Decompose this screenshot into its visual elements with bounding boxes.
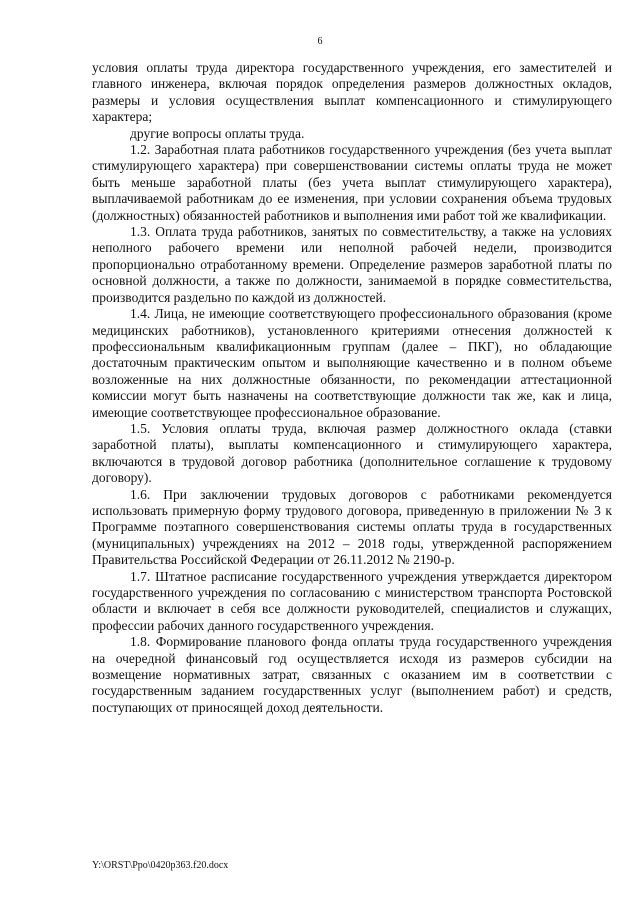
paragraph-other-pay-questions: другие вопросы оплаты труда.	[130, 125, 305, 141]
footer-file-path: Y:\ORST\Ppo\0420p363.f20.docx	[92, 860, 229, 871]
page-number: 6	[317, 36, 323, 47]
paragraph-1-5: 1.5. Условия оплаты труда, включая размер должностного оклада (ставки заработной платы), выплаты компенсационного и стимулирующего характера, включаются в трудовой договор работника (дополнительное соглашение к трудовому договору).	[92, 420, 612, 486]
document-body	[92, 60, 612, 716]
paragraph-1-8: 1.8. Формирование планового фонда оплаты труда государственного учреждения на очередной финансовый год осуществляется исходя из размеров субсидии на возмещение нормативных затрат, связанных с оказанием им в соответствии с государственным заданием государственных услуг (выполнением работ) и средств, поступающих от приносящей доход деятельности.	[92, 634, 612, 715]
paragraph-1-7: 1.7. Штатное расписание государственного учреждения утверждается директором государственного учреждения по согласованию с министерством транспорта Ростовской области и включает в себя все должности руководителей, специалистов и служащих, профессии рабочих данного государственного учреждения.	[92, 568, 612, 633]
paragraph-1-4: 1.4. Лица, не имеющие соответствующего профессионального образования (кроме медицинских работников), установленного критериями отнесения должностей к профессиональным квалификационным группам (далее – ПКГ), но обладающие достаточным практическим опытом и выполняющие качественно и в полном объеме возложенные на них должностные обязанности, по рекомендации аттестационной комиссии могут быть назначены на соответствующие должности так же, как и лица, имеющие соответствующее профессиональное образование.	[92, 306, 612, 420]
paragraph-directors-pay-conditions: условия оплаты труда директора государственного учреждения, его заместителей и главного инженера, включая порядок определения размеров должностных окладов, размеры и условия осуществления выплат компенсационного и стимулирующего характера;	[92, 60, 612, 125]
paragraph-1-6: 1.6. При заключении трудовых договоров с работниками рекомендуется использовать примерную форму трудового договора, приведенную в приложении № 3 к Программе поэтапного совершенствования системы оплаты труда в государственных (муниципальных) учреждениях на 2012 – 2018 годы, утвержденной распоряжением Правительства Российской Федерации от 26.11.2012 № 2190-р.	[92, 486, 612, 568]
paragraph-1-2: 1.2. Заработная плата работников государственного учреждения (без учета выплат стимулирующего характера) при совершенствовании системы оплаты труда не может быть меньше заработной платы (без учета выплат стимулирующего характера), выплачиваемой работникам до ее изменения, при условии сохранения объема трудовых (должностных) обязанностей работников и выполнения ими работ той же квалификации.	[92, 142, 612, 223]
paragraph-1-3: 1.3. Оплата труда работников, занятых по совместительству, а также на условиях неполного рабочего времени или неполной рабочей недели, производится пропорционально отработанному времени. Определение размеров заработной платы по основной должности, а также по должности, занимаемой в порядке совместительства, производится раздельно по каждой из должностей.	[92, 224, 612, 305]
